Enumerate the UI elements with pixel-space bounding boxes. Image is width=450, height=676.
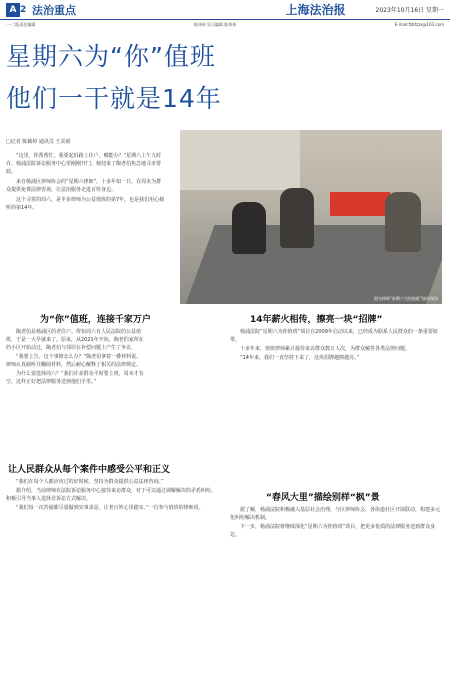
page-letter: A [6,3,20,17]
summary-paragraph: 这个寻常的周六，是半步律师为公益值班的第7年，也是我们用心倾听的第14年。 [6,197,165,211]
news-photo [180,130,442,304]
section2-paragraph: 据介绍，当前律师在法院诉讼服务中心接待来访群众，对于可以通过调解解决的矛盾纠纷，积极引导当事人选择非诉讼方式解决。 [6,488,217,502]
byline: □记者 陈颖婷 通讯员 王美娟 [6,139,71,145]
editor-mid: 陈炜伟 见习编辑 陈炜炜 [193,22,237,27]
section4-paragraph: 据了解，杨浦法院积极融入基层社会治理，与区律师协会、各街道社区开展联动，构建多元化纠纷解决机制。 [230,507,441,521]
issue-date: 2023年10月16日 星期一 [375,7,444,14]
page-number: 2 [20,4,27,15]
editor-line [0,20,450,29]
photo-person [232,202,266,254]
section4-title: “春风大里”描绘别样“枫”景 [266,493,380,503]
section1-title: 为“你”值班，连接千家万户 [40,315,151,325]
photo-caption: 图为律师“星期六为你值班”接待现场 [373,296,438,301]
photo-window [180,130,300,190]
section1-paragraph: “我要上告，这个事情怎么办？”陶老伯拿着一叠材料说。律师认真倾听并翻阅材料，然后耐心解释了相关的法律规定。 [6,354,142,368]
summary-paragraph: 来自杨浦区律师协会的“星期六律师”，十多年如一日，在周末为群众提供免费法律咨询，让法治服务走进百姓身边。 [6,179,162,193]
editor-email: E-mail:fzbfzzx@163.com [394,22,444,27]
photo-person [280,188,314,248]
photo-person [385,192,421,252]
section3-title: 14年薪火相传，擦亮一块“招牌” [250,315,383,325]
summary [6,152,166,214]
section3-paragraph: 杨浦法院“星期六为你值班”项目自2009年启动以来，已经成为联系人民群众的一条重要纽带。 [230,329,438,343]
section2-body [6,478,218,513]
section4-body [230,506,442,540]
section3-paragraph: 十多年来，值班律师累计接待来访群众数万人次，为群众解答各类法律问题。 [240,346,411,352]
summary-paragraph: “这里，你帮帮忙，我要起诉路上住户，哪能办？”星期六上午九时许，杨浦法院诉讼服务中心里刚刚开门，便迎来了陶老伯焦急地寻求帮助。 [6,153,162,175]
masthead-bar [0,0,450,20]
section1-paragraph: 为什么要选择周六？“我们许多群众平时要上班，周末才有空，这样正好把法律服务送到他们手里。” [6,371,144,385]
section-name: 法治重点 [32,3,76,17]
section1-paragraph: 陶老伯是杨浦区的老住户。得知周六有人民法院的公益值班，于是一大早就来了。原来，从2021年开始，陶老伯家所在的小区开始动迁，陶老伯与邻居在补偿问题上产生了争议。 [6,329,144,351]
editor-left: 一·二版责任编辑 [6,22,36,27]
section2-title: 让人民群众从每个案件中感受公平和正义 [8,465,171,475]
section2-paragraph: “我们在每个人都应该过的好时候，坚持为群众提供公益法律咨询。” [16,479,164,485]
headline [6,36,296,122]
paper-name: 上海法治报 [285,3,346,17]
photo-banner [330,192,390,216]
section2-paragraph: “我们每一次答疑都尽量做到实事求是，让老百姓心里踏实。”一位参与值班的律师说。 [16,505,204,511]
section1-body [6,328,146,387]
headline-line2: 他们一干就是14年 [6,84,222,113]
section4-paragraph: 下一步，杨浦法院将继续深化“星期六为你值班”项目，把更多优质的法律服务送到群众身边。 [230,524,436,538]
section3-paragraph: “14年来，我们一直坚持下来了，这块招牌越擦越亮。” [240,355,360,361]
section3-body [230,328,442,363]
headline-line1: 星期六为“你”值班 [6,42,216,71]
